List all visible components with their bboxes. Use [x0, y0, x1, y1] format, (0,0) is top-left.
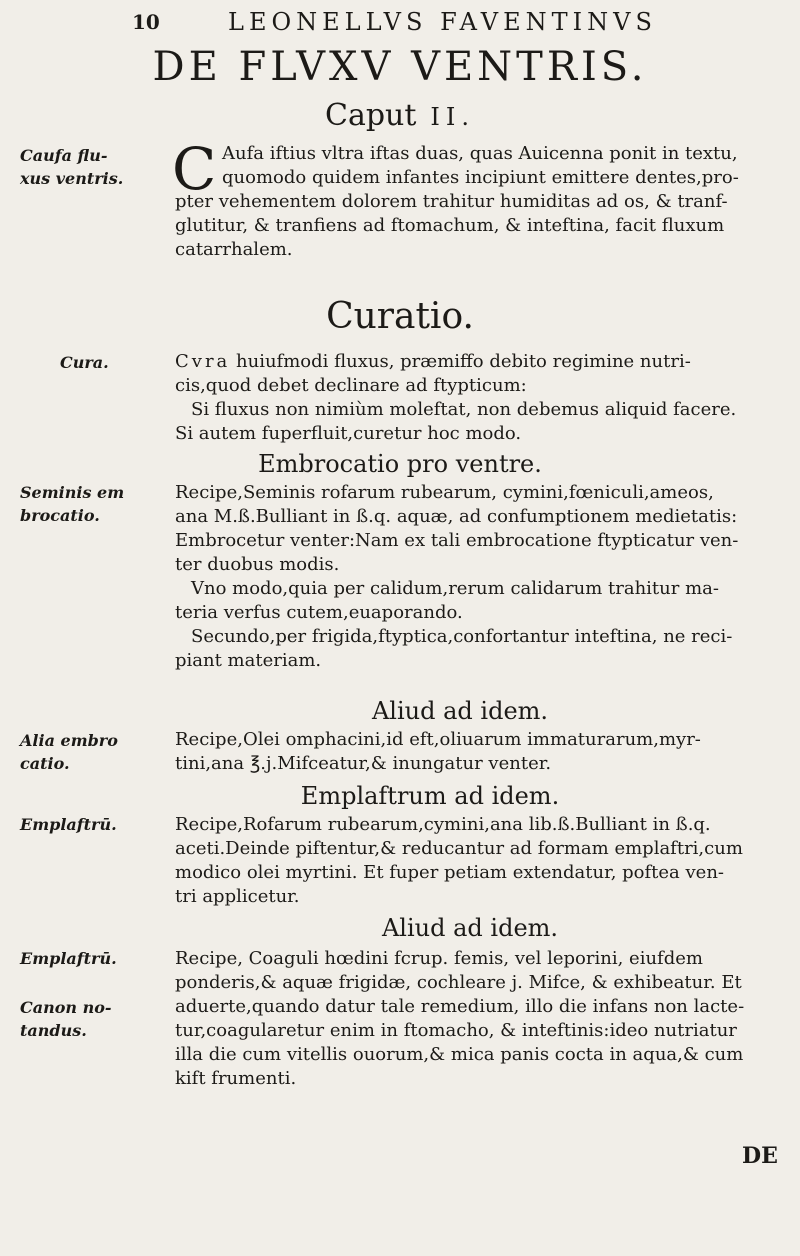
running-title: LEONELLVS FAVENTINVS — [228, 8, 657, 36]
emplastrum-heading: Emplaftrum ad idem. — [300, 782, 560, 810]
text-line: Embrocetur venter:Nam ex tali embrocatione ftypticatur ven- — [175, 530, 739, 551]
emplastrum-paragraph — [175, 813, 775, 909]
text-line: teria verfus cutem,euaporando. — [175, 602, 463, 623]
page-title: DE FLVXV VENTRIS. — [152, 44, 648, 90]
text-line: kift frumenti. — [175, 1068, 297, 1089]
text-line: ponderis,& aquæ frigidæ, cochleare j. Mifce, & exhibeatur. Et — [175, 972, 742, 993]
chapter-word: Caput — [324, 98, 417, 133]
text-line: glutitur, & tranfiens ad ftomachum, & inteftina, facit fluxum — [175, 215, 725, 236]
margin-note-emplastrum-1: Emplaftrū. — [20, 815, 117, 834]
aliud-heading-2: Aliud ad idem. — [381, 914, 559, 942]
margin-note-emplastrum-2: Emplaftrū. — [20, 949, 117, 968]
margin-note-seminis: Seminis em brocatio. — [20, 483, 125, 525]
margin-note-causa: Caufa flu- xus ventris. — [20, 146, 124, 188]
page-number: 10 — [132, 10, 160, 34]
text-line: cis,quod debet declinare ad ftypticum: — [175, 375, 527, 396]
text-line: Recipe,Rofarum rubearum,cymini,ana lib.ß.Bulliant in ß.q. — [175, 814, 711, 835]
embrocatio-heading: Embrocatio pro ventre. — [258, 450, 542, 478]
cura-paragraph — [175, 350, 775, 446]
text-line: Si fluxus non nimiùm moleftat, non debemus aliquid facere. — [191, 399, 737, 420]
text-line: aceti.Deinde piftentur,& reducantur ad formam emplaftri,cum — [175, 838, 743, 859]
aliud-heading-1: Aliud ad idem. — [371, 697, 549, 725]
lead-word: Cvra — [175, 351, 231, 372]
embrocatio-paragraph — [175, 481, 775, 673]
text-line: Aufa iftius vltra iftas duas, quas Auicenna ponit in textu, — [222, 143, 738, 164]
margin-note-alia: Alia embro catio. — [20, 731, 118, 773]
text-line: modico olei myrtini. Et fuper petiam extendatur, poftea ven- — [175, 862, 724, 883]
aliud-paragraph-1 — [175, 728, 775, 776]
text-line: ter duobus modis. — [175, 554, 340, 575]
running-header — [0, 8, 800, 38]
text-line: Recipe, Coaguli hœdini fcrup. femis, vel leporini, eiufdem — [175, 948, 703, 969]
catchword: DE — [742, 1143, 778, 1169]
text-line: Vno modo,quia per calidum,rerum calidarum trahitur ma- — [191, 578, 719, 599]
text-line: illa die cum vitellis ouorum,& mica panis cocta in aqua,& cum — [175, 1044, 744, 1065]
intro-paragraph — [222, 142, 782, 190]
text-line: Recipe,Olei omphacini,id eft,oliuarum immaturarum,myr- — [175, 729, 701, 750]
text-line: Cvra huiufmodi fluxus, præmiffo debito regimine nutri- — [175, 351, 691, 372]
text-line: quomodo quidem infantes incipiunt emittere dentes,pro- — [222, 167, 739, 188]
chapter-heading — [0, 98, 800, 133]
drop-cap: C — [172, 135, 217, 203]
margin-note-cura: Cura. — [60, 353, 109, 372]
text-line: piant materiam. — [175, 650, 322, 671]
text-line: Recipe,Seminis rofarum rubearum, cymini,fœniculi,ameos, — [175, 482, 714, 503]
margin-note-canon: Canon no- tandus. — [20, 998, 112, 1040]
intro-paragraph-cont — [175, 190, 775, 262]
text-line: Secundo,per frigida,ftyptica,confortantur inteftina, ne reci- — [191, 626, 733, 647]
curatio-heading: Curatio. — [326, 296, 474, 337]
text-line: tri applicetur. — [175, 886, 300, 907]
chapter-number: II. — [430, 103, 475, 131]
text-line: Si autem fuperfluit,curetur hoc modo. — [175, 423, 522, 444]
text-line: ana M.ß.Bulliant in ß.q. aquæ, ad confumptionem medietatis: — [175, 506, 738, 527]
aliud-paragraph-2 — [175, 947, 775, 1091]
text-line: tur,coagularetur enim in ftomacho, & inteftinis:ideo nutriatur — [175, 1020, 737, 1041]
text-line: pter vehementem dolorem trahitur humiditas ad os, & tranf- — [175, 191, 728, 212]
text-line: aduerte,quando datur tale remedium, illo die infans non lacte- — [175, 996, 745, 1017]
text-line: tini,ana ℥.j.Mifceatur,& inungatur venter. — [175, 753, 552, 774]
text-line: catarrhalem. — [175, 239, 293, 260]
